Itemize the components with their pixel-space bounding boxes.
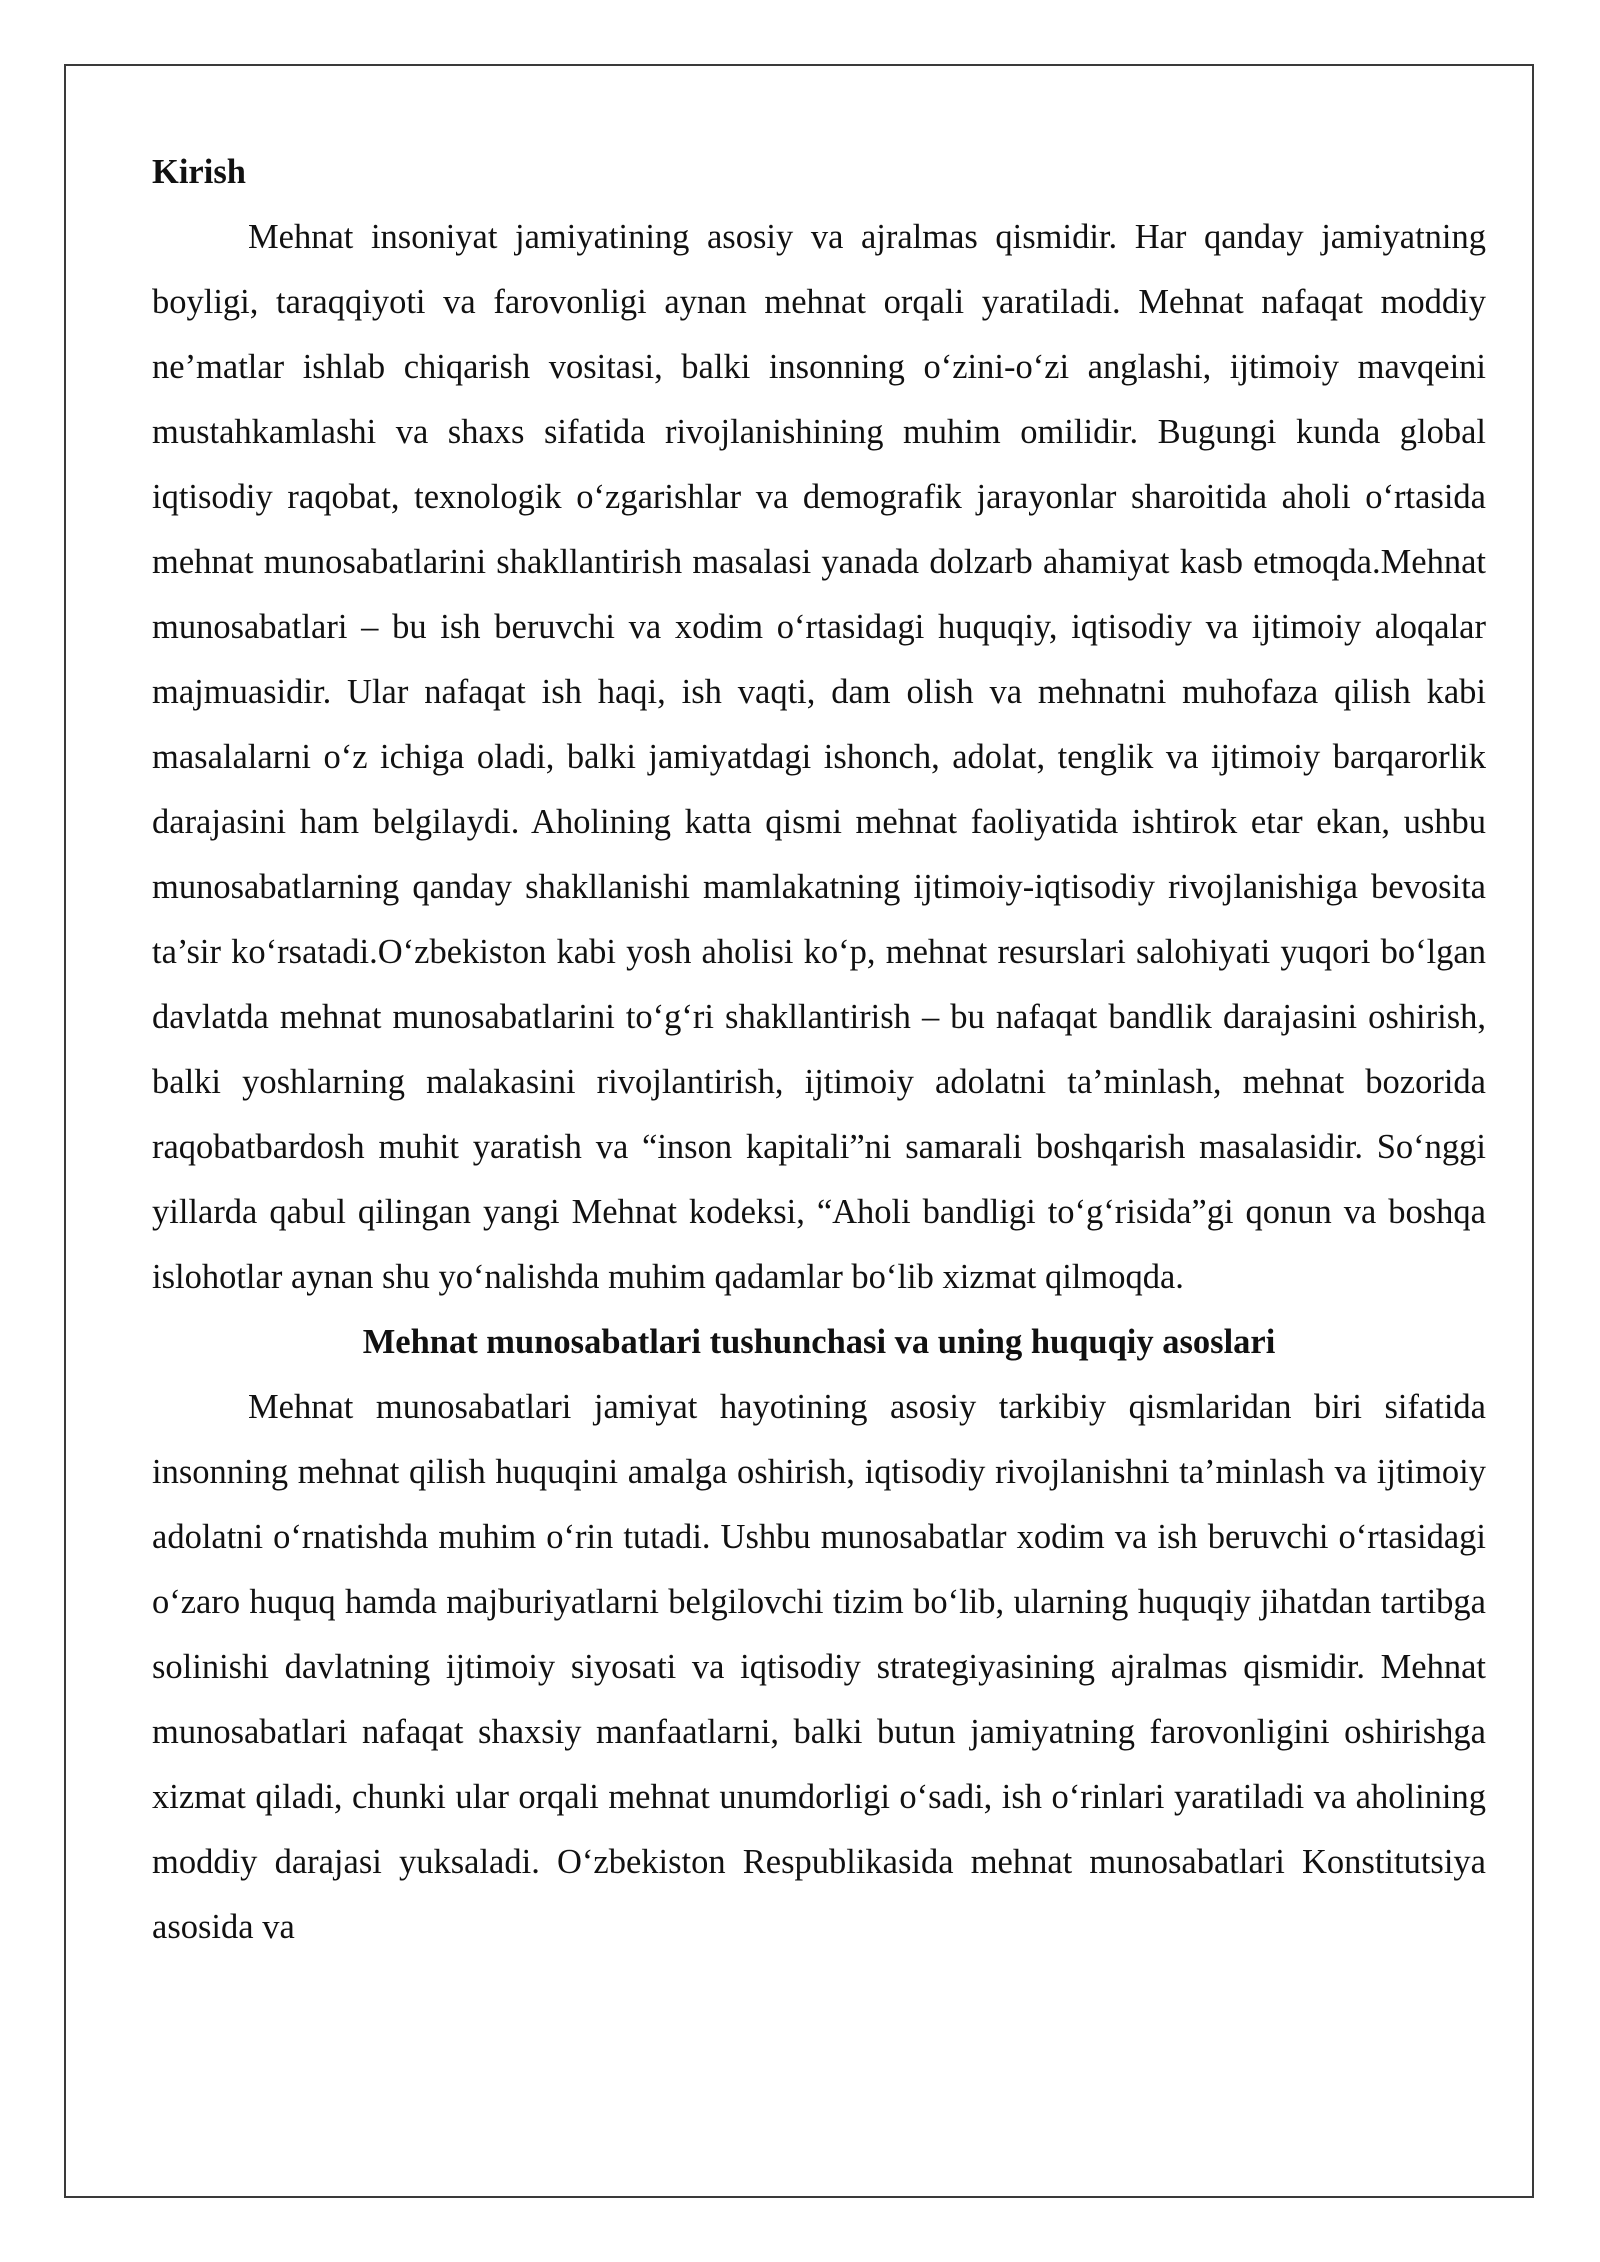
document-body	[152, 140, 1486, 1960]
intro-heading: Kirish	[152, 153, 246, 191]
intro-paragraph: Mehnat insoniyat jamiyatining asosiy va ajralmas qismidir. Har qanday jamiyatning boyligi, taraqqiyoti va farovonligi aynan mehnat orqali yaratiladi. Mehnat nafaqat moddiy ne’matlar ishlab chiqarish vositasi, balki insonning o‘zini-o‘zi anglashi, ijtimoiy mavqeini mustahkamlashi va shaxs sifatida rivojlanishining muhim omilidir. Bugungi kunda global iqtisodiy raqobat, texnologik o‘zgarishlar va demografik jarayonlar sharoitida aholi o‘rtasida mehnat munosabatlarini shakllantirish masalasi yanada dolzarb ahamiyat kasb etmoqda.Mehnat munosabatlari – bu ish beruvchi va xodim o‘rtasidagi huquqiy, iqtisodiy va ijtimoiy aloqalar majmuasidir. Ular nafaqat ish haqi, ish vaqti, dam olish va mehnatni muhofaza qilish kabi masalalarni o‘z ichiga oladi, balki jamiyatdagi ishonch, adolat, tenglik va ijtimoiy barqarorlik darajasini ham belgilaydi. Aholining katta qismi mehnat faoliyatida ishtirok etar ekan, ushbu munosabatlarning qanday shakllanishi mamlakatning ijtimoiy-iqtisodiy rivojlanishiga bevosita ta’sir ko‘rsatadi.O‘zbekiston kabi yosh aholisi ko‘p, mehnat resurslari salohiyati yuqori bo‘lgan davlatda mehnat munosabatlarini to‘g‘ri shakllantirish – bu nafaqat bandlik darajasini oshirish, balki yoshlarning malakasini rivojlantirish, ijtimoiy adolatni ta’minlash, mehnat bozorida raqobatbardosh muhit yaratish va “inson kapitali”ni samarali boshqarish masalasidir. So‘nggi yillarda qabul qilingan yangi Mehnat kodeksi, “Aholi bandligi to‘g‘risida”gi qonun va boshqa islohotlar aynan shu yo‘nalishda muhim qadamlar bo‘lib xizmat qilmoqda.	[152, 218, 1486, 1296]
section-paragraph: Mehnat munosabatlari jamiyat hayotining asosiy tarkibiy qismlaridan biri sifatida insonning mehnat qilish huquqini amalga oshirish, iqtisodiy rivojlanishni ta’minlash va ijtimoiy adolatni o‘rnatishda muhim o‘rin tutadi. Ushbu munosabatlar xodim va ish beruvchi o‘rtasidagi o‘zaro huquq hamda majburiyatlarni belgilovchi tizim bo‘lib, ularning huquqiy jihatdan tartibga solinishi davlatning ijtimoiy siyosati va iqtisodiy strategiyasining ajralmas qismidir. Mehnat munosabatlari nafaqat shaxsiy manfaatlarni, balki butun jamiyatning farovonligini oshirishga xizmat qiladi, chunki ular orqali mehnat unumdorligi o‘sadi, ish o‘rinlari yaratiladi va aholining moddiy darajasi yuksaladi. O‘zbekiston Respublikasida mehnat munosabatlari Konstitutsiya asosida va	[152, 1388, 1486, 1946]
section-heading: Mehnat munosabatlari tushunchasi va uning huquqiy asoslari	[362, 1323, 1276, 1361]
